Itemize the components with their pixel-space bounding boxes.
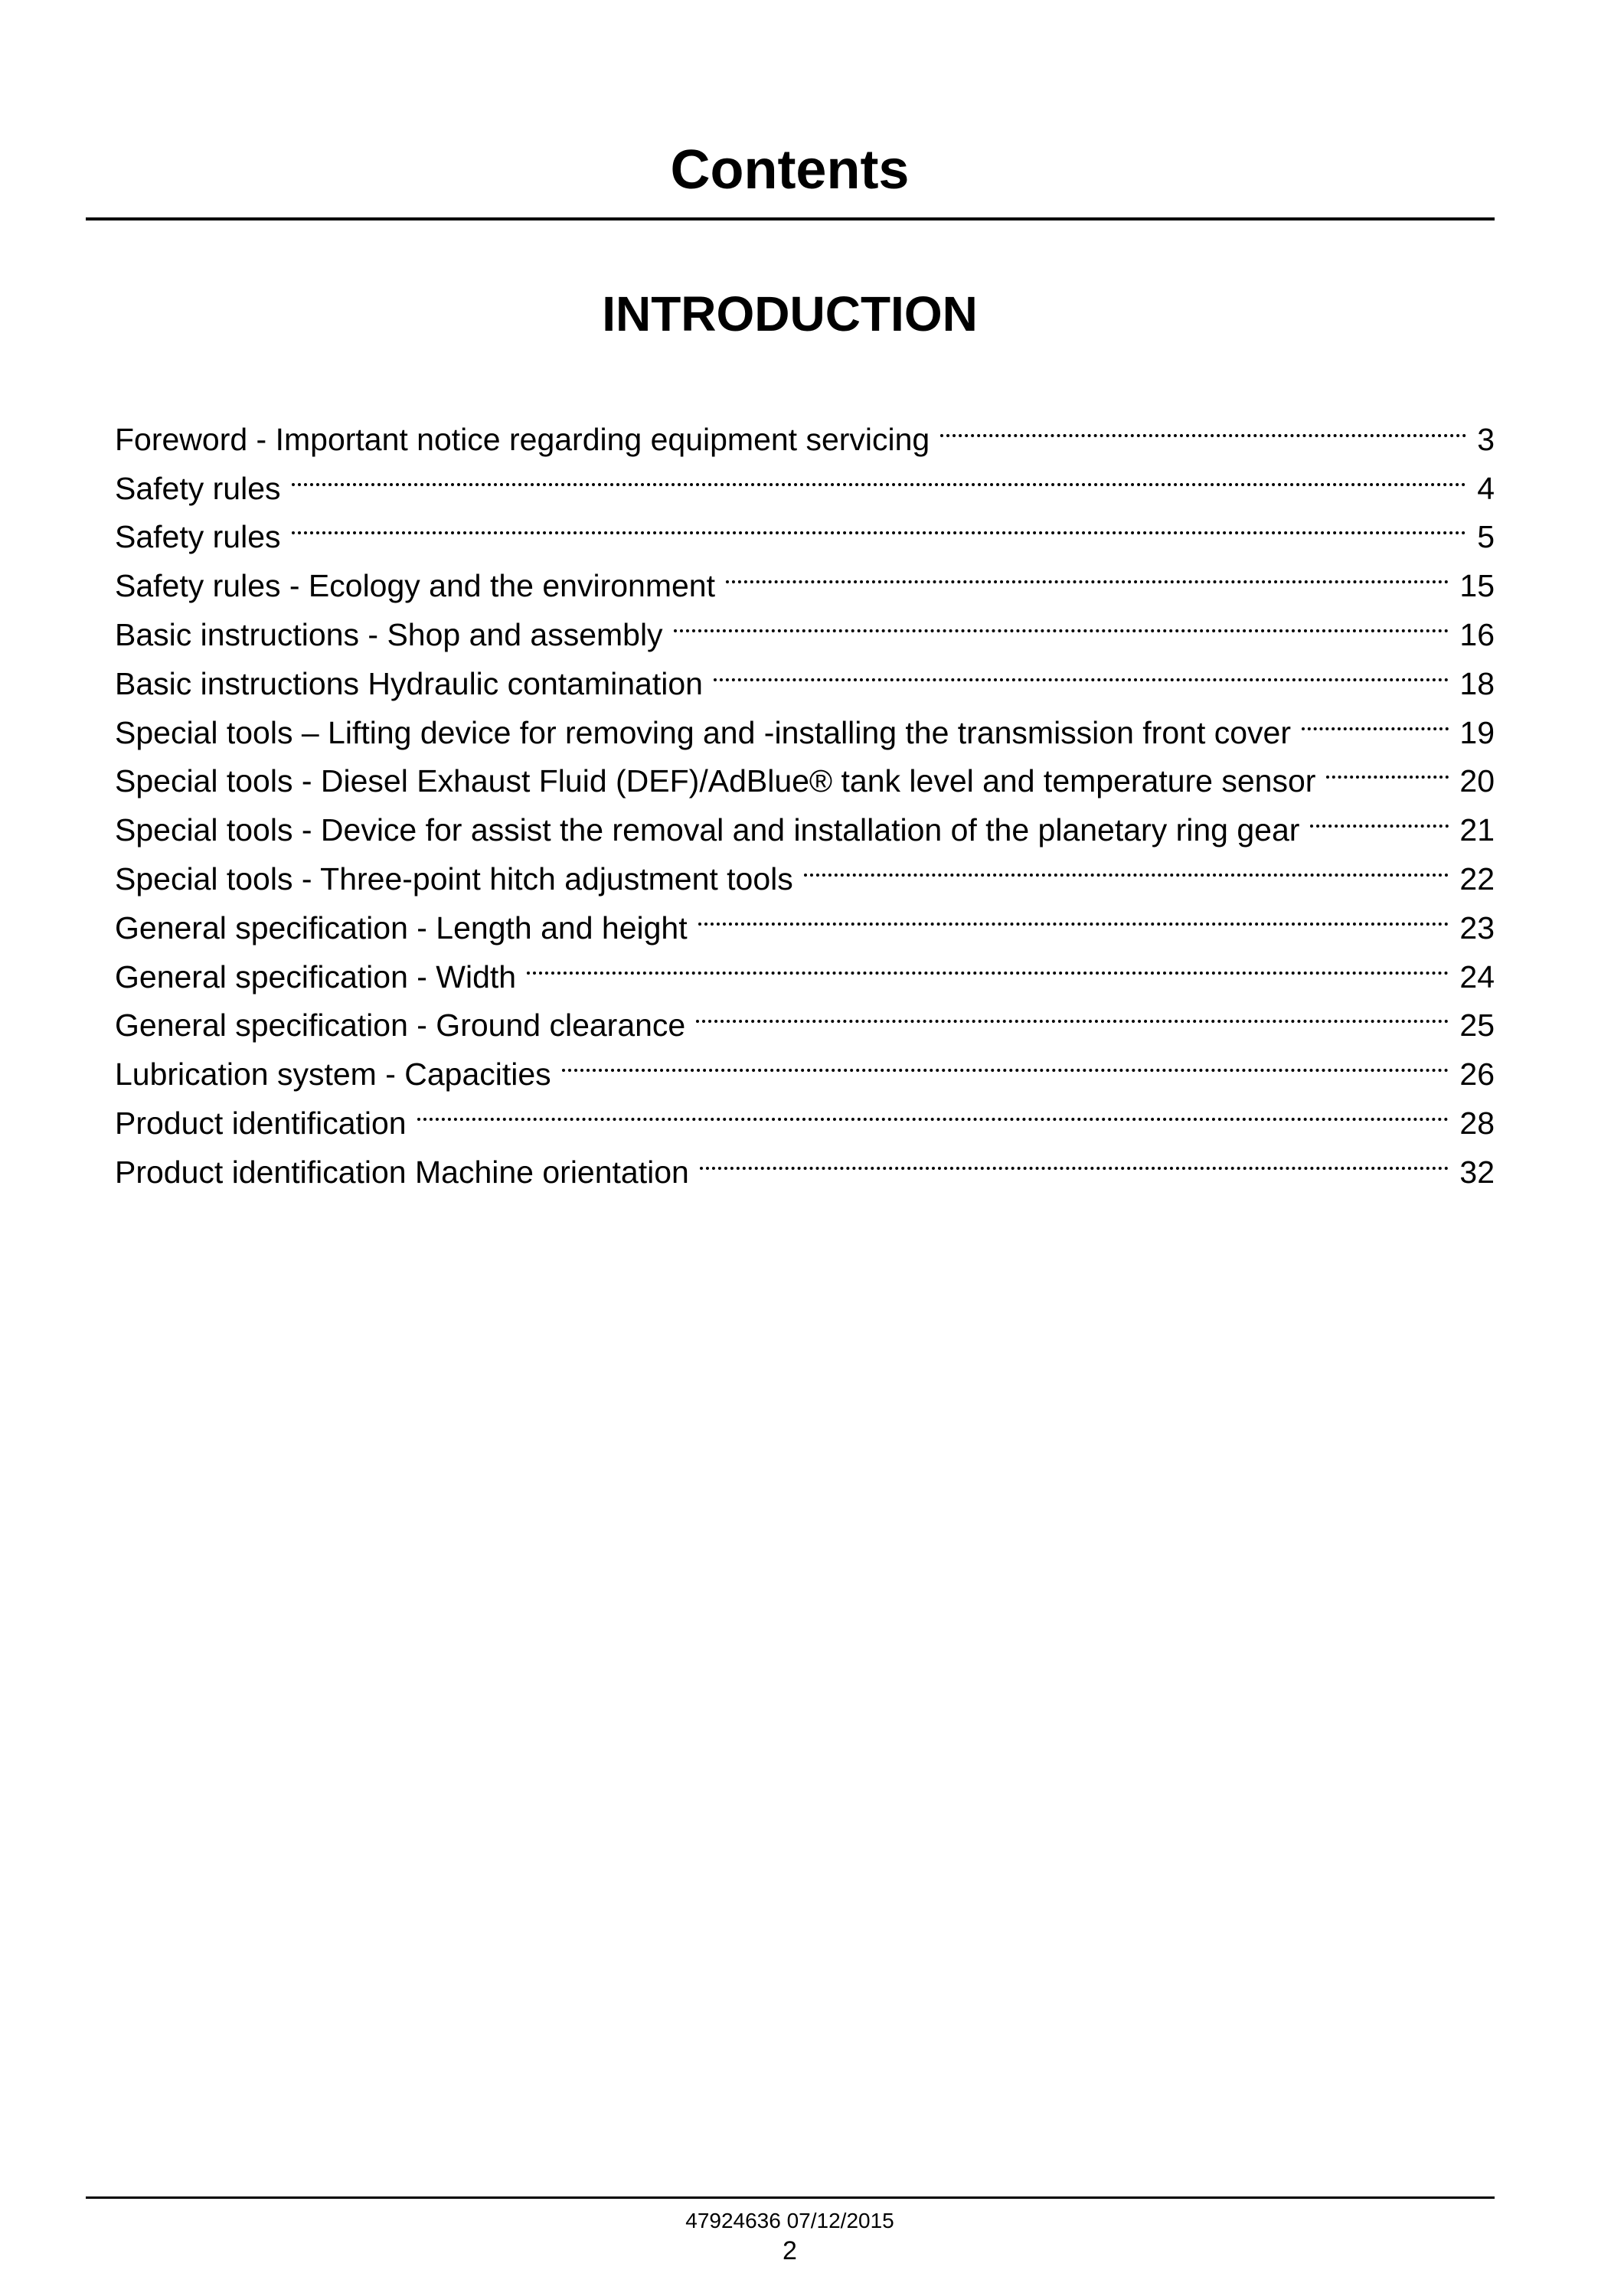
toc-entry[interactable] [115, 499, 1495, 555]
toc-entry[interactable] [115, 450, 1495, 506]
toc-leader-dots [417, 1085, 1449, 1134]
document-reference: 47924636 07/12/2015 [685, 2209, 894, 2232]
toc-entry-label: Special tools - Diesel Exhaust Fluid (DEF)/AdBlue® tank level and temperature sensor [115, 763, 1316, 799]
toc-entry-page: 4 [1477, 470, 1495, 506]
toc-entry-label: Special tools - Device for assist the removal and installation of the planetary ring gear [115, 812, 1300, 848]
toc-entry-label: General specification - Length and height [115, 910, 688, 946]
toc-leader-dots [1326, 743, 1449, 792]
toc-entry-page: 15 [1459, 568, 1495, 604]
toc-entry[interactable] [115, 547, 1495, 604]
toc-entry-page: 25 [1459, 1008, 1495, 1043]
section-title: INTRODUCTION [602, 286, 978, 341]
toc-entry-label: Special tools - Three-point hitch adjustment tools [115, 861, 793, 897]
toc-entry-page: 28 [1459, 1105, 1495, 1141]
toc-entry-page: 23 [1459, 910, 1495, 946]
toc-entry-page: 26 [1459, 1057, 1495, 1092]
footer-divider [86, 2196, 1495, 2199]
toc-entry-label: Foreword - Important notice regarding equipment servicing [115, 421, 930, 457]
toc-entry-label: Product identification Machine orientation [115, 1154, 689, 1190]
toc-entry-page: 22 [1459, 861, 1495, 897]
toc-leader-dots [527, 939, 1449, 988]
toc-leader-dots [804, 841, 1449, 890]
toc-entry-label: Basic instructions - Shop and assembly [115, 616, 663, 652]
toc-entry-page: 20 [1459, 763, 1495, 799]
table-of-contents [115, 401, 1495, 1190]
toc-entry-label: Safety rules - Ecology and the environment [115, 568, 715, 604]
toc-entry-label: Safety rules [115, 519, 281, 555]
toc-entry-page: 5 [1477, 519, 1495, 555]
toc-entry-label: General specification - Ground clearance [115, 1008, 686, 1043]
toc-entry-label: Basic instructions Hydraulic contamination [115, 665, 703, 701]
toc-entry[interactable] [115, 401, 1495, 457]
toc-entry-label: Product identification [115, 1105, 407, 1141]
toc-leader-dots [1302, 694, 1449, 743]
toc-leader-dots [674, 596, 1449, 645]
toc-entry-page: 21 [1459, 812, 1495, 848]
toc-leader-dots [292, 499, 1467, 548]
toc-leader-dots [696, 988, 1449, 1037]
page-number: 2 [783, 2236, 797, 2265]
toc-entry-label: General specification - Width [115, 959, 517, 994]
toc-entry-page: 3 [1477, 421, 1495, 457]
toc-leader-dots [292, 450, 1467, 499]
page-title: Contents [670, 139, 910, 201]
toc-entry-label: Safety rules [115, 470, 281, 506]
title-divider [86, 217, 1495, 220]
toc-entry-label: Special tools – Lifting device for removing and -installing the transmission front cover [115, 714, 1291, 750]
toc-leader-dots [714, 645, 1449, 694]
toc-leader-dots [1310, 792, 1449, 841]
toc-entry-label: Lubrication system - Capacities [115, 1057, 551, 1092]
toc-entry-page: 16 [1459, 616, 1495, 652]
toc-leader-dots [698, 890, 1449, 939]
toc-leader-dots [562, 1036, 1449, 1085]
toc-entry-page: 32 [1459, 1154, 1495, 1190]
toc-leader-dots [940, 401, 1466, 450]
toc-entry-page: 18 [1459, 665, 1495, 701]
toc-entry-page: 19 [1459, 714, 1495, 750]
toc-leader-dots [700, 1134, 1449, 1183]
toc-entry-page: 24 [1459, 959, 1495, 994]
toc-leader-dots [726, 547, 1449, 596]
